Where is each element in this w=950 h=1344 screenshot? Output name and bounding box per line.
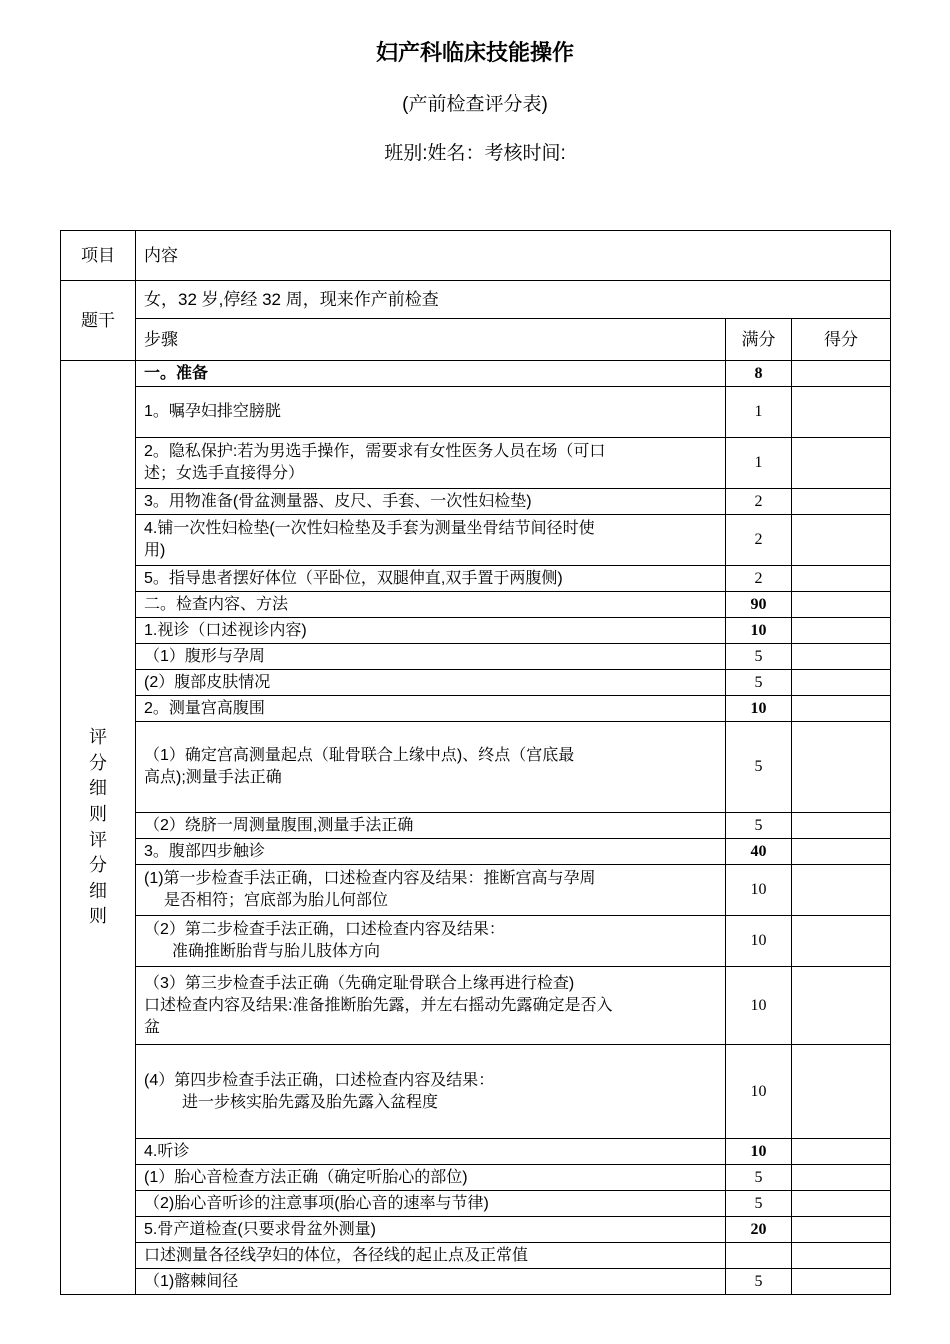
step-text bbox=[136, 916, 726, 967]
steps-header-row bbox=[61, 319, 891, 361]
step-line: (4）第四步检查手法正确，口述检查内容及结果： bbox=[144, 1071, 495, 1089]
step-text: （1）腹形与孕周 bbox=[136, 644, 726, 670]
full-score: 5 bbox=[726, 670, 792, 696]
stem-row bbox=[61, 281, 891, 319]
score-cell[interactable] bbox=[792, 644, 891, 670]
full-score: 10 bbox=[726, 1139, 792, 1165]
full-score: 10 bbox=[726, 967, 792, 1045]
step-text: 2。测量宫高腹围 bbox=[136, 696, 726, 722]
step-text: 二。检查内容、方法 bbox=[136, 592, 726, 618]
step-text: (1）胎心音检查方法正确（确定听胎心的部位) bbox=[136, 1165, 726, 1191]
table-row bbox=[61, 670, 891, 696]
step-line: 述；女选手直接得分） bbox=[144, 465, 305, 482]
full-score: 5 bbox=[726, 1191, 792, 1217]
table-row bbox=[61, 839, 891, 865]
table-row bbox=[61, 361, 891, 387]
full-score: 5 bbox=[726, 1165, 792, 1191]
step-text bbox=[136, 722, 726, 813]
score-cell[interactable] bbox=[792, 1217, 891, 1243]
table-row bbox=[61, 1139, 891, 1165]
document-subtitle: (产前检查评分表) bbox=[402, 94, 548, 115]
step-text bbox=[136, 515, 726, 566]
table-row bbox=[61, 1165, 891, 1191]
step-text: 5.骨产道检查(只要求骨盆外测量) bbox=[136, 1217, 726, 1243]
step-line: 用) bbox=[144, 542, 166, 559]
full-score: 5 bbox=[726, 722, 792, 813]
full-score: 2 bbox=[726, 489, 792, 515]
step-text: 1.视诊（口述视诊内容) bbox=[136, 618, 726, 644]
full-score: 40 bbox=[726, 839, 792, 865]
table-row bbox=[61, 1191, 891, 1217]
score-cell[interactable] bbox=[792, 916, 891, 967]
score-cell[interactable] bbox=[792, 1243, 891, 1269]
full-score bbox=[726, 1243, 792, 1269]
full-score: 10 bbox=[726, 916, 792, 967]
score-cell[interactable] bbox=[792, 489, 891, 515]
step-text: （1)髂棘间径 bbox=[136, 1269, 726, 1295]
score-cell[interactable] bbox=[792, 1165, 891, 1191]
score-cell[interactable] bbox=[792, 839, 891, 865]
section-label: 评分细则评分细则 bbox=[89, 727, 107, 927]
full-score: 10 bbox=[726, 696, 792, 722]
step-text: 3。用物准备(骨盆测量器、皮尺、手套、一次性妇检垫) bbox=[136, 489, 726, 515]
section-label-cell bbox=[61, 361, 136, 1295]
table-row bbox=[61, 1045, 891, 1139]
full-score: 10 bbox=[726, 1045, 792, 1139]
step-text: 4.听诊 bbox=[136, 1139, 726, 1165]
step-text: （2）绕脐一周测量腹围,测量手法正确 bbox=[136, 813, 726, 839]
score-cell[interactable] bbox=[792, 1269, 891, 1295]
table-row bbox=[61, 967, 891, 1045]
step-line: 准确推断胎背与胎儿肢体方向 bbox=[172, 943, 381, 960]
score-cell[interactable] bbox=[792, 722, 891, 813]
steps-header: 步骤 bbox=[136, 319, 726, 361]
table-row bbox=[61, 813, 891, 839]
document-title: 妇产科临床技能操作 bbox=[375, 40, 574, 65]
score-cell[interactable] bbox=[792, 387, 891, 438]
table-row bbox=[61, 644, 891, 670]
full-score: 20 bbox=[726, 1217, 792, 1243]
score-cell[interactable] bbox=[792, 361, 891, 387]
step-text bbox=[136, 865, 726, 916]
full-score: 90 bbox=[726, 592, 792, 618]
step-line: 4.铺一次性妇检垫(一次性妇检垫及手套为测量坐骨结节间径时使 bbox=[144, 520, 595, 537]
score-cell[interactable] bbox=[792, 813, 891, 839]
score-table bbox=[60, 230, 891, 1295]
score-cell[interactable] bbox=[792, 696, 891, 722]
step-text bbox=[136, 1045, 726, 1139]
table-row bbox=[61, 1217, 891, 1243]
full-score: 8 bbox=[726, 361, 792, 387]
stem-label: 题干 bbox=[61, 281, 136, 361]
step-text: 1。嘱孕妇排空膀胱 bbox=[136, 387, 726, 438]
full-score: 10 bbox=[726, 618, 792, 644]
step-text: 一。准备 bbox=[136, 361, 726, 387]
score-cell[interactable] bbox=[792, 438, 891, 489]
full-score-header: 满分 bbox=[726, 319, 792, 361]
table-row bbox=[61, 1269, 891, 1295]
full-score: 10 bbox=[726, 865, 792, 916]
score-header: 得分 bbox=[792, 319, 891, 361]
table-row bbox=[61, 722, 891, 813]
table-row bbox=[61, 489, 891, 515]
step-text bbox=[136, 967, 726, 1045]
step-line: （1）确定宫高测量起点（耻骨联合上缘中点)、终点（宫底最 bbox=[144, 747, 575, 764]
step-text bbox=[136, 438, 726, 489]
score-cell[interactable] bbox=[792, 967, 891, 1045]
step-text: (2）腹部皮肤情况 bbox=[136, 670, 726, 696]
score-cell[interactable] bbox=[792, 1139, 891, 1165]
full-score: 2 bbox=[726, 566, 792, 592]
step-line: (1)第一步检查手法正确，口述检查内容及结果：推断宫高与孕周 bbox=[144, 870, 596, 887]
table-row bbox=[61, 916, 891, 967]
score-cell[interactable] bbox=[792, 865, 891, 916]
score-cell[interactable] bbox=[792, 592, 891, 618]
step-line: 是否相符；宫底部为胎儿何部位 bbox=[164, 892, 389, 909]
table-row bbox=[61, 865, 891, 916]
full-score: 1 bbox=[726, 387, 792, 438]
step-text: 口述测量各径线孕妇的体位，各径线的起止点及正常值 bbox=[136, 1243, 726, 1269]
score-cell[interactable] bbox=[792, 566, 891, 592]
step-line: 口述检查内容及结果:准备推断胎先露，并左右摇动先露确定是否入 bbox=[144, 996, 613, 1014]
table-row bbox=[61, 592, 891, 618]
full-score: 1 bbox=[726, 438, 792, 489]
class-name-time-line: 班别:姓名：考核时间: bbox=[384, 143, 566, 164]
step-text: （2)胎心音听诊的注意事项(胎心音的速率与节律) bbox=[136, 1191, 726, 1217]
stem-text: 女，32 岁,停经 32 周，现来作产前检查 bbox=[136, 281, 891, 319]
table-row bbox=[61, 387, 891, 438]
step-text: 3。腹部四步触诊 bbox=[136, 839, 726, 865]
score-cell[interactable] bbox=[792, 515, 891, 566]
table-row bbox=[61, 438, 891, 489]
score-cell[interactable] bbox=[792, 1191, 891, 1217]
table-header-row bbox=[61, 231, 891, 281]
item-header: 项目 bbox=[61, 231, 136, 281]
step-line: 高点);测量手法正确 bbox=[144, 769, 282, 786]
table-row bbox=[61, 1243, 891, 1269]
score-cell[interactable] bbox=[792, 618, 891, 644]
table-row bbox=[61, 515, 891, 566]
step-line: 2。隐私保护:若为男选手操作，需要求有女性医务人员在场（可口 bbox=[144, 443, 606, 460]
table-row bbox=[61, 618, 891, 644]
table-row bbox=[61, 566, 891, 592]
score-cell[interactable] bbox=[792, 670, 891, 696]
full-score: 5 bbox=[726, 813, 792, 839]
step-line: 盆 bbox=[144, 1018, 161, 1036]
full-score: 5 bbox=[726, 1269, 792, 1295]
step-line: 进一步核实胎先露及胎先露入盆程度 bbox=[182, 1093, 439, 1111]
step-line: （2）第二步检查手法正确，口述检查内容及结果： bbox=[144, 921, 505, 938]
score-cell[interactable] bbox=[792, 1045, 891, 1139]
table-row bbox=[61, 696, 891, 722]
step-line: （3）第三步检查手法正确（先确定耻骨联合上缘再进行检查) bbox=[144, 974, 575, 992]
full-score: 5 bbox=[726, 644, 792, 670]
full-score: 2 bbox=[726, 515, 792, 566]
content-header: 内容 bbox=[136, 231, 891, 281]
step-text: 5。指导患者摆好体位（平卧位，双腿伸直,双手置于两腹侧) bbox=[136, 566, 726, 592]
